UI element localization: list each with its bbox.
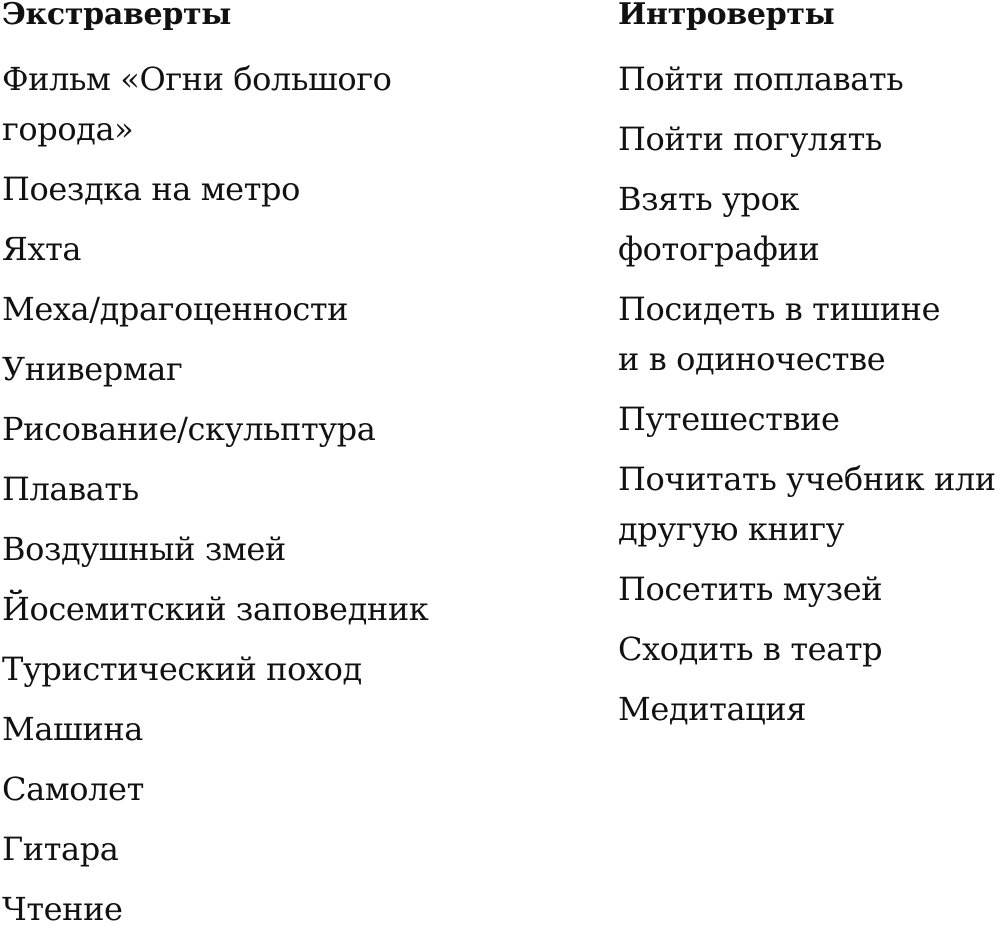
list-item: Взять урок фотографии — [618, 180, 820, 268]
list-item: Меха/драгоценности — [2, 290, 349, 328]
list-item: Воздушный змей — [2, 530, 286, 568]
extraverts-column — [2, 0, 602, 944]
list-item: Медитация — [618, 690, 807, 728]
list-item: Рисование/скульптура — [2, 410, 376, 448]
list-item: Пойти погулять — [618, 120, 882, 158]
list-item: Плавать — [2, 470, 139, 508]
list-item: Универмаг — [2, 350, 183, 388]
introverts-column — [618, 0, 1000, 744]
list-item: Посетить музей — [618, 570, 883, 608]
list-item: Йосемитский заповедник — [2, 590, 429, 628]
introverts-heading: Интроверты — [618, 0, 835, 32]
list-item: Посидеть в тишине и в одиночестве — [618, 290, 941, 378]
list-item: Гитара — [2, 830, 119, 868]
list-item: Почитать учебник или другую книгу — [618, 460, 996, 548]
list-item: Поездка на метро — [2, 170, 300, 208]
list-item: Путешествие — [618, 400, 840, 438]
extraverts-list — [2, 54, 602, 934]
list-item: Чтение — [2, 890, 123, 928]
list-item: Фильм «Огни большого города» — [2, 60, 392, 148]
list-item: Пойти поплавать — [618, 60, 904, 98]
list-item: Туристический поход — [2, 650, 362, 688]
list-item: Самолет — [2, 770, 144, 808]
list-item: Сходить в театр — [618, 630, 883, 668]
introverts-list — [618, 54, 1000, 734]
list-item: Яхта — [2, 230, 82, 268]
list-item: Машина — [2, 710, 143, 748]
extraverts-heading: Экстраверты — [2, 0, 232, 32]
